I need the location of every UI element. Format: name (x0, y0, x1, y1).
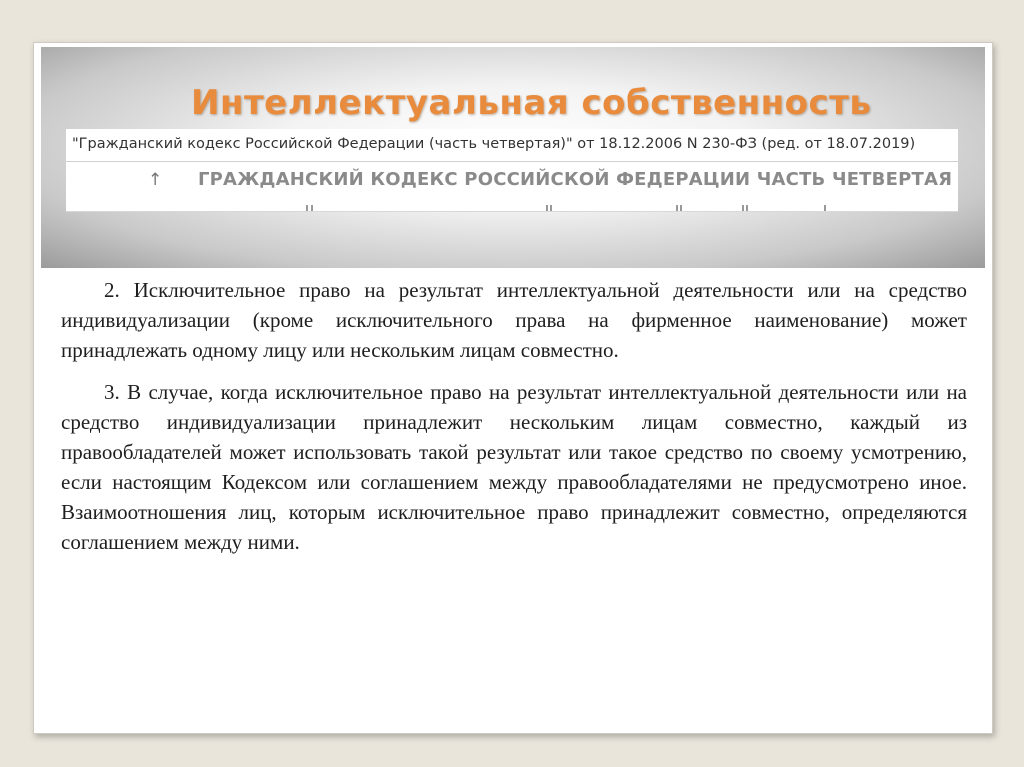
slide-header-band (41, 47, 985, 268)
document-reference: "Гражданский кодекс Российской Федерации (часть четвертая)" от 18.12.2006 N 230-ФЗ (ред. от 18.07.2019) (72, 136, 916, 152)
paragraph-2: 2. Исключительное право на результат интеллектуальной деятельности или на средство индивидуализации (кроме исключительного права на фирменное наименование) может принадлежать одному лицу или нескольким лицам совместно. (61, 278, 967, 362)
document-excerpt-screenshot (66, 129, 958, 212)
cropped-text-line (66, 201, 958, 211)
article-text (61, 275, 967, 569)
document-heading: ГРАЖДАНСКИЙ КОДЕКС РОССИЙСКОЙ ФЕДЕРАЦИИ ЧАСТЬ ЧЕТВЕРТАЯ (198, 169, 953, 190)
slide (33, 42, 993, 734)
up-arrow-icon: ↑ (148, 170, 163, 190)
document-divider (66, 161, 958, 162)
paragraph-3: 3. В случае, когда исключительное право на результат интеллектуальной деятельности или на средство индивидуализации принадлежит нескольким лицам совместно, каждый из правообладателей может использовать такой результат или такое средство по своему усмотрению, если настоящим Кодексом или соглашением между правообладателями не предусмотрено иное. Взаимоотношения лиц, которым исключительное право принадлежит совместно, определяются соглашением между ними. (61, 380, 967, 554)
slide-title: Интеллектуальная собственность (191, 83, 872, 123)
